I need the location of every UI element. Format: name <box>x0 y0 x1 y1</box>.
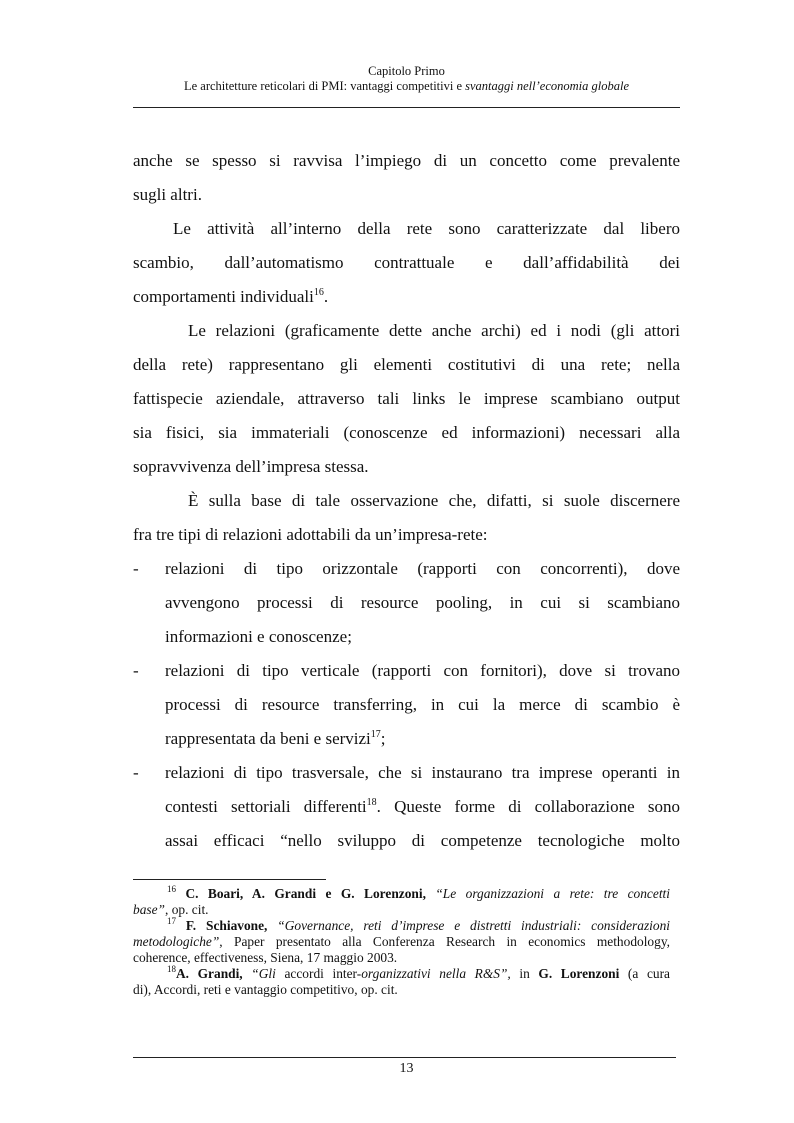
p2-end: . <box>323 287 329 306</box>
body-text <box>133 146 680 860</box>
subtitle-plain: Le architetture reticolari di PMI: vantaggi competitivi e <box>183 79 466 93</box>
p2-line-2: scambio, dall’automatismo contrattuale e dall’affidabilità dei <box>133 253 680 272</box>
bullet-3-line-2-b: . Queste forme di collaborazione sono <box>376 797 680 816</box>
footnote-18-authors: A. Grandi, <box>176 966 243 981</box>
p3-line-1: Le relazioni (graficamente dette anche archi) ed i nodi (gli attori <box>188 321 680 340</box>
footnote-18-rest: (a cura <box>619 966 670 981</box>
footnote-17-line-2 <box>133 934 670 950</box>
bullet-1-line-1 <box>133 554 680 588</box>
p3-line-5: sopravvivenza dell’impresa stessa. <box>133 457 369 476</box>
bullet-1-line-1-text: relazioni di tipo orizzontale (rapporti con concorrenti), dove <box>165 559 680 578</box>
bullet-3-line-3: assai efficaci “nello sviluppo di competenze tecnologiche molto <box>165 831 680 850</box>
bullet-2-line-1 <box>133 656 680 690</box>
p2-line-3-text: comportamenti individuali <box>133 287 314 306</box>
bullet-2-end: ; <box>380 729 386 748</box>
footnote-18-in: in <box>510 966 539 981</box>
bullet-3-line-2-a: contesti settoriali differenti <box>165 797 367 816</box>
footnote-17-line-1 <box>133 918 670 934</box>
footnote-17-authors: F. Schiavone, <box>185 918 268 933</box>
header-rule <box>133 107 680 108</box>
footnote-18-title-b: accordi inter- <box>275 966 362 981</box>
bullet-3-line-1 <box>133 758 680 792</box>
p1-line-2: sugli altri. <box>133 185 202 204</box>
chapter-subtitle <box>133 79 680 94</box>
footnote-16-authors: C. Boari, A. Grandi e G. Lorenzoni, <box>185 886 426 901</box>
footnote-17-title-2: metodologiche” <box>133 934 220 949</box>
bullet-1-dash: - <box>133 559 139 578</box>
footnote-ref-18: 18 <box>366 797 377 808</box>
chapter-title: Capitolo Primo <box>368 64 445 78</box>
footnote-16-line-2 <box>133 902 670 918</box>
p4-line-1: È sulla base di tale osservazione che, difatti, si suole discernere <box>188 491 680 510</box>
p2-line-1: Le attività all’interno della rete sono caratterizzate dal libero <box>173 219 680 238</box>
footnote-16-line-1 <box>133 886 670 902</box>
bullet-3-dash: - <box>133 763 139 782</box>
footnote-18-number: 18 <box>167 964 176 974</box>
bullet-2-line-3 <box>133 724 680 758</box>
footnote-16-title-1: “Le organizzazioni a rete: tre concetti <box>435 886 670 901</box>
bullet-1-line-2: avvengono processi di resource pooling, in cui si scambiano <box>165 593 680 612</box>
bullet-2-dash: - <box>133 661 139 680</box>
footnote-16-number: 16 <box>167 884 176 894</box>
footnote-17-title-1: “Governance, reti d’imprese e distretti industriali: considerazioni <box>277 918 670 933</box>
footnote-17-number: 17 <box>167 916 176 926</box>
p1-line-1: anche se spesso si ravvisa l’impiego di un concetto come prevalente <box>133 151 680 170</box>
p4-line-2: fra tre tipi di relazioni adottabili da un’impresa-rete: <box>133 525 488 544</box>
footnote-ref-17: 17 <box>370 729 381 740</box>
p3-line-2: della rete) rappresentano gli elementi costitutivi di una rete; nella <box>133 355 680 374</box>
bullet-2-line-1-text: relazioni di tipo verticale (rapporti con fornitori), dove si trovano <box>165 661 680 680</box>
bullet-3-line-1-text: relazioni di tipo trasversale, che si instaurano tra imprese operanti in <box>165 763 680 782</box>
p3-line-4: sia fisici, sia immateriali (conoscenze ed informazioni) necessari alla <box>133 423 680 442</box>
running-header <box>133 64 680 94</box>
footnote-16-title-2: base” <box>133 902 165 917</box>
footnote-18-title-a: “Gli <box>251 966 276 981</box>
page-number: 13 <box>399 1061 414 1076</box>
footnote-18-title-c: organizzativi nella R&S”, <box>361 966 511 981</box>
p3-line-3: fattispecie aziendale, attraverso tali links le imprese scambiano output <box>133 389 680 408</box>
footnote-18-line-2: di), Accordi, reti e vantaggio competitivo, op. cit. <box>133 982 398 997</box>
p2-line-3 <box>133 282 680 316</box>
bullet-1-line-3: informazioni e conoscenze; <box>165 627 352 646</box>
footnotes <box>133 886 670 998</box>
footnote-18-editor: G. Lorenzoni <box>538 966 620 981</box>
footnote-18-line-1 <box>133 966 670 982</box>
footnote-16-rest: , op. cit. <box>165 902 209 917</box>
footnote-rule <box>133 879 326 880</box>
footer-rule <box>133 1057 676 1058</box>
bullet-2-line-2: processi di resource transferring, in cui la merce di scambio è <box>165 695 680 714</box>
footnote-17-rest: , Paper presentato alla Conferenza Research in economics methodology, <box>219 934 670 949</box>
subtitle-italic: svantaggi nell’economia globale <box>465 79 629 93</box>
footnote-ref-16: 16 <box>313 287 324 298</box>
bullet-3-line-2 <box>133 792 680 826</box>
bullet-2-line-3-text: rappresentata da beni e servizi <box>165 729 371 748</box>
footnote-17-line-3: coherence, effectiveness, Siena, 17 maggio 2003. <box>133 950 398 965</box>
